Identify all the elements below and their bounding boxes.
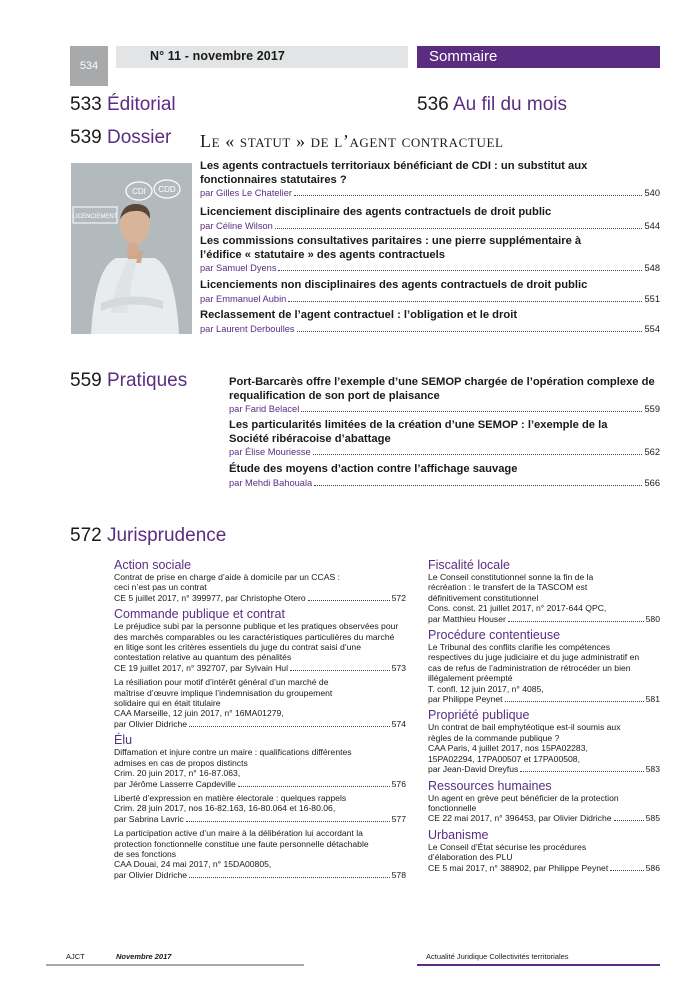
entry-page: 551 bbox=[644, 293, 660, 304]
entry-author-line bbox=[229, 447, 660, 457]
leader-dots bbox=[189, 726, 390, 727]
juris-ref-line bbox=[428, 863, 660, 873]
juris-ref-line bbox=[428, 764, 660, 774]
juris-page: 581 bbox=[645, 694, 660, 705]
section-label: Jurisprudence bbox=[106, 525, 227, 546]
dossier-entry-5[interactable] bbox=[200, 309, 660, 334]
entry-page: 544 bbox=[644, 220, 660, 231]
pratiques-entry-2[interactable] bbox=[229, 419, 660, 457]
juris-author: par Olivier Didriche bbox=[114, 869, 188, 880]
juris-page: 586 bbox=[645, 862, 660, 873]
leader-dots bbox=[294, 195, 643, 196]
entry-author: par Élise Mouriesse bbox=[229, 447, 311, 458]
entry-title: Les commissions consultatives paritaires : une pierre supplémentaire à l’édifice « statutaire » des agents contractuels bbox=[200, 235, 582, 261]
entry-author: par Farid Belacel bbox=[229, 404, 300, 415]
leader-dots bbox=[189, 877, 390, 878]
entry-author-line bbox=[200, 294, 660, 304]
page-number: 534 bbox=[70, 46, 108, 86]
leader-dots bbox=[278, 270, 642, 271]
juris-summary: Diffamation et injure contre un maire : qualifications différentes admises en cas de propos distincts bbox=[114, 747, 352, 768]
entry-author: par Gilles Le Chatelier bbox=[200, 188, 292, 199]
juris-summary: Contrat de prise en charge d’aide à domicile par un CCAS : ceci n’est pas un contrat bbox=[114, 572, 340, 593]
juris-ref: CE 22 mai 2017, n° 396453, par Olivier Didriche bbox=[428, 813, 612, 824]
juris-ref: Cons. const. 21 juillet 2017, n° 2017-644 QPC, bbox=[428, 603, 607, 614]
juris-ref: CE 5 juillet 2017, n° 399977, par Christophe Otero bbox=[114, 592, 306, 603]
section-jurisprudence[interactable] bbox=[70, 525, 226, 547]
juris-item[interactable] bbox=[114, 572, 406, 603]
juris-summary: La participation active d’un maire à la délibération lui accordant la protection fonctionnelle constitue une faute personnelle détachable de ses fonctions bbox=[114, 828, 369, 859]
entry-title: Port-Barcarès offre l’exemple d’une SEMOP chargée de l’opération complexe de requalification de son port de plaisance bbox=[229, 376, 655, 402]
leader-dots bbox=[308, 600, 390, 601]
juris-ref: Crim. 28 juin 2017, nos 16-82.163, 16-80.064 et 16-80.06, bbox=[114, 803, 336, 814]
juris-item[interactable] bbox=[114, 793, 406, 824]
juris-ref-line bbox=[114, 663, 406, 673]
entry-page: 554 bbox=[644, 323, 660, 334]
dossier-title: Le « statut » de l’agent contractuel bbox=[200, 131, 504, 151]
juris-page: 583 bbox=[645, 764, 660, 775]
juris-item[interactable] bbox=[428, 572, 660, 624]
leader-dots bbox=[610, 870, 643, 871]
bubble-cdi: CDI bbox=[132, 187, 146, 196]
juris-page: 585 bbox=[645, 813, 660, 824]
category-urbanisme: Urbanisme bbox=[428, 827, 489, 842]
dossier-entry-2[interactable] bbox=[200, 206, 660, 231]
entry-page: 540 bbox=[644, 188, 660, 199]
section-editorial[interactable] bbox=[70, 94, 176, 116]
section-label: Au fil du mois bbox=[452, 94, 567, 115]
entry-author-line bbox=[200, 263, 660, 273]
section-pratiques[interactable] bbox=[70, 370, 187, 392]
section-dossier[interactable] bbox=[70, 127, 171, 149]
juris-summary: Le Conseil d’État sécurise les procédures d’élaboration des PLU bbox=[428, 841, 587, 863]
category-rh: Ressources humaines bbox=[428, 778, 552, 793]
juris-ref-line bbox=[114, 814, 406, 824]
juris-ref-line bbox=[428, 614, 660, 624]
entry-author-line bbox=[200, 324, 660, 334]
entry-page: 566 bbox=[644, 477, 660, 488]
entry-title: Reclassement de l’agent contractuel : l’obligation et le droit bbox=[200, 309, 518, 321]
entry-author: par Mehdi Bahouala bbox=[229, 477, 313, 488]
sommaire-banner: Sommaire bbox=[417, 46, 660, 68]
dossier-entry-1[interactable] bbox=[200, 160, 660, 198]
entry-author-line bbox=[200, 221, 660, 231]
category-action-sociale: Action sociale bbox=[114, 558, 192, 572]
entry-page: 548 bbox=[644, 263, 660, 274]
juris-summary: Le Tribunal des conflits clarifie les compétences respectives du juge judiciaire et du juge administratif en cas de refus de l’administration de rétrocéder un bien illégalement préempté bbox=[428, 642, 640, 684]
leader-dots bbox=[238, 786, 390, 787]
juris-ref-line bbox=[428, 694, 660, 704]
thinking-man-illustration bbox=[71, 163, 192, 334]
juris-author: par Olivier Didriche bbox=[114, 718, 188, 729]
juris-item[interactable] bbox=[428, 842, 660, 873]
section-number: 559 bbox=[70, 370, 102, 391]
juris-summary: Le préjudice subi par la personne publique et les pratiques observées pour des marchés comparables ou les caractéristiques particulières du marché en litige sont les critères essentiels du juge du contrat saisi d’une contestation relative au quantum des pénalités bbox=[114, 621, 399, 663]
juris-author: par Sabrina Lavric bbox=[114, 813, 184, 824]
entry-author-line bbox=[200, 188, 660, 198]
dossier-photo bbox=[71, 163, 192, 334]
leader-dots bbox=[313, 454, 643, 455]
category-elu: Élu bbox=[114, 733, 133, 748]
entry-title: Licenciements non disciplinaires des agents contractuels de droit public bbox=[200, 279, 588, 291]
entry-author: par Laurent Derboulles bbox=[200, 323, 295, 334]
category-fiscalite: Fiscalité locale bbox=[428, 558, 510, 572]
juris-ref-line bbox=[114, 779, 406, 789]
juris-author: par Jérôme Lasserre Capdeville bbox=[114, 778, 236, 789]
juris-summary: Liberté d’expression en matière électorale : quelques rappels bbox=[114, 792, 347, 803]
leader-dots bbox=[508, 621, 644, 622]
entry-page: 562 bbox=[644, 447, 660, 458]
footer-rule-right bbox=[417, 964, 660, 966]
footer-left bbox=[66, 952, 172, 961]
juris-ref-line bbox=[114, 870, 406, 880]
leader-dots bbox=[505, 701, 644, 702]
juris-page: 574 bbox=[391, 718, 406, 729]
juris-item[interactable] bbox=[428, 722, 660, 774]
footer-month: Novembre 2017 bbox=[116, 952, 172, 961]
category-procedure: Procédure contentieuse bbox=[428, 628, 561, 643]
bubble-cdd: CDD bbox=[158, 185, 176, 194]
juris-page: 572 bbox=[391, 592, 406, 603]
juris-item[interactable] bbox=[114, 828, 406, 880]
category-propriete: Propriété publique bbox=[428, 708, 530, 723]
section-label: Dossier bbox=[106, 127, 172, 148]
juris-ref: CE 5 mai 2017, n° 388902, par Philippe Peynet bbox=[428, 862, 609, 873]
juris-page: 580 bbox=[645, 613, 660, 624]
juris-item[interactable] bbox=[428, 793, 660, 824]
section-label: Éditorial bbox=[106, 94, 176, 115]
leader-dots bbox=[520, 771, 643, 772]
juris-ref: CE 19 juillet 2017, n° 392707, par Sylvain Hul bbox=[114, 662, 288, 673]
dossier-entry-3[interactable] bbox=[200, 235, 660, 273]
jurisprudence-left-column bbox=[114, 556, 406, 884]
leader-dots bbox=[301, 411, 642, 412]
section-number: 533 bbox=[70, 94, 102, 115]
entry-title: Les particularités limitées de la création d’une SEMOP : l’exemple de la Société ribéracoise d’abattage bbox=[229, 419, 608, 445]
juris-page: 573 bbox=[391, 662, 406, 673]
juris-ref: CAA Paris, 4 juillet 2017, nos 15PA02283, 15PA02294, 17PA00507 et 17PA00508, bbox=[428, 743, 588, 764]
footer-rule-left bbox=[46, 964, 304, 966]
footer-journal-abbr: AJCT bbox=[66, 952, 85, 961]
entry-author: par Samuel Dyens bbox=[200, 263, 277, 274]
juris-ref: CAA Marseille, 12 juin 2017, n° 16MA01279, bbox=[114, 708, 284, 719]
juris-author: par Matthieu Houser bbox=[428, 613, 506, 624]
section-number: 539 bbox=[70, 127, 102, 148]
dossier-entry-4[interactable] bbox=[200, 279, 660, 304]
section-label: Pratiques bbox=[106, 370, 188, 391]
juris-ref-line bbox=[428, 813, 660, 823]
juris-summary: Le Conseil constitutionnel sonne la fin de la récréation : le transfert de la TASCOM est définitivement constitutionnel bbox=[428, 572, 594, 603]
section-fil-du-mois[interactable] bbox=[417, 94, 567, 116]
juris-page: 576 bbox=[391, 778, 406, 789]
juris-summary: La résiliation pour motif d’intérêt général d’un marché de maîtrise d’œuvre implique l’indemnisation du groupement solidaire qui en était titulaire bbox=[114, 677, 333, 709]
juris-item[interactable] bbox=[114, 677, 406, 729]
entry-title: Étude des moyens d’action contre l’affichage sauvage bbox=[229, 463, 518, 475]
leader-dots bbox=[275, 228, 643, 229]
entry-author: par Emmanuel Aubin bbox=[200, 293, 287, 304]
leader-dots bbox=[614, 820, 644, 821]
juris-summary: Un contrat de bail emphytéotique est-il soumis aux règles de la commande publique ? bbox=[428, 722, 621, 743]
juris-ref: T. confl. 12 juin 2017, n° 4085, bbox=[428, 683, 544, 694]
juris-page: 577 bbox=[391, 813, 406, 824]
leader-dots bbox=[288, 301, 642, 302]
sign-licenciement: LICENCIEMENT bbox=[72, 214, 118, 220]
leader-dots bbox=[290, 670, 390, 671]
juris-author: par Jean-David Dreyfus bbox=[428, 764, 519, 775]
juris-ref: Crim. 20 juin 2017, n° 16-87.063, bbox=[114, 768, 241, 779]
category-commande-publique: Commande publique et contrat bbox=[114, 607, 285, 622]
footer-journal-name: Actualité Juridique Collectivités territoriales bbox=[426, 952, 569, 961]
section-number: 572 bbox=[70, 525, 102, 546]
pratiques-entry-1[interactable] bbox=[229, 376, 660, 414]
juris-author: par Philippe Peynet bbox=[428, 694, 503, 705]
juris-summary: Un agent en grève peut bénéficier de la protection fonctionnelle bbox=[428, 792, 619, 813]
leader-dots bbox=[297, 331, 643, 332]
leader-dots bbox=[186, 821, 390, 822]
juris-ref: CAA Douai, 24 mai 2017, n° 15DA00805, bbox=[114, 859, 272, 870]
juris-page: 578 bbox=[391, 869, 406, 880]
entry-page: 559 bbox=[644, 404, 660, 415]
entry-title: Les agents contractuels territoriaux bénéficiant de CDI : un substitut aux fonctionnaires statutaires ? bbox=[200, 160, 588, 186]
section-number: 536 bbox=[417, 94, 449, 115]
entry-author-line bbox=[229, 404, 660, 414]
juris-item[interactable] bbox=[114, 747, 406, 789]
jurisprudence-right-column bbox=[428, 556, 660, 877]
juris-item[interactable] bbox=[428, 642, 660, 704]
juris-item[interactable] bbox=[114, 621, 406, 673]
juris-ref-line bbox=[114, 719, 406, 729]
issue-label: N° 11 - novembre 2017 bbox=[150, 49, 285, 63]
juris-ref-line bbox=[114, 593, 406, 603]
leader-dots bbox=[314, 485, 642, 486]
pratiques-entry-3[interactable] bbox=[229, 463, 660, 488]
entry-author-line bbox=[229, 478, 660, 488]
entry-author: par Céline Wilson bbox=[200, 220, 273, 231]
entry-title: Licenciement disciplinaire des agents contractuels de droit public bbox=[200, 206, 552, 218]
